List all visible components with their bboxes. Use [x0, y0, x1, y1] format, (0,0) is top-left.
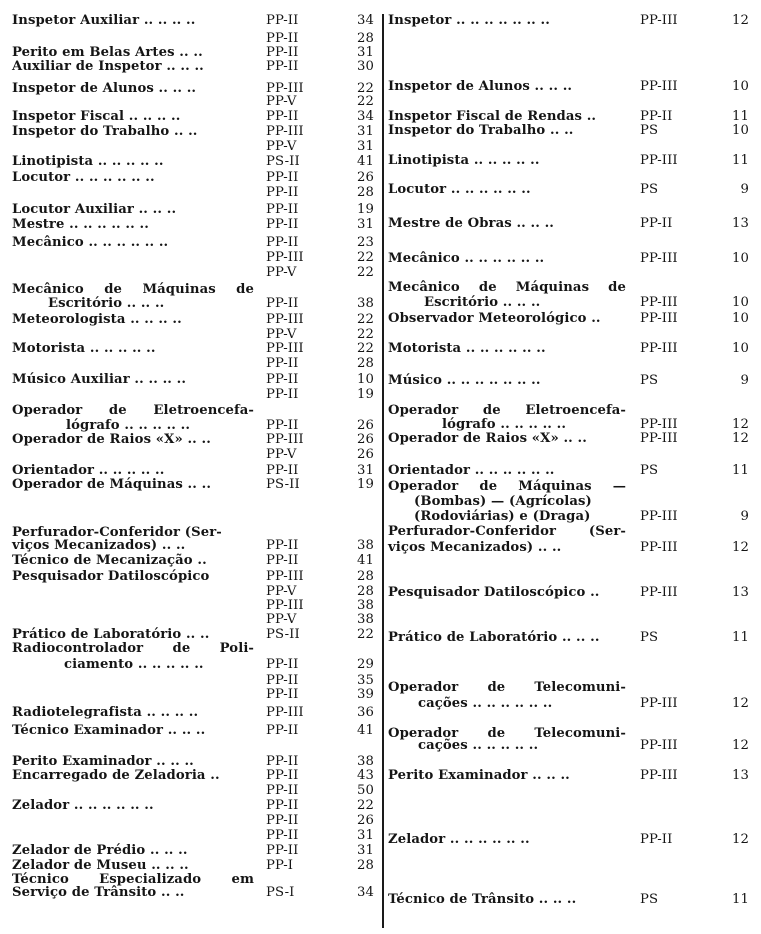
entry-title: cações .. .. .. .. ..	[418, 738, 539, 753]
entry-level: 13	[732, 768, 749, 783]
entry-code: PP-II	[266, 538, 299, 553]
entry-title: Operador de Máquinas —	[388, 479, 626, 494]
entry-level: 11	[732, 463, 749, 478]
entry-level: 12	[732, 540, 749, 555]
entry-level: 31	[357, 45, 374, 60]
entry-level: 28	[357, 584, 374, 599]
entry-title: (Rodoviárias) e (Draga)	[414, 509, 591, 524]
entry-title: Mecânico de Máquinas de	[12, 282, 254, 297]
entry-level: 11	[732, 109, 749, 124]
entry-code: PP-II	[266, 783, 299, 798]
entry-level: 19	[357, 202, 374, 217]
entry-level: 13	[732, 585, 749, 600]
entry-code: PP-III	[640, 341, 678, 356]
entry-level: 12	[732, 431, 749, 446]
entry-level: 10	[732, 311, 749, 326]
entry-level: 10	[732, 295, 749, 310]
entry-code: PP-III	[640, 540, 678, 555]
entry-title: Orientador .. .. .. .. .. ..	[388, 463, 555, 478]
entry-level: 22	[357, 81, 374, 96]
entry-code: PP-III	[640, 13, 678, 28]
entry-code: PP-II	[266, 217, 299, 232]
entry-level: 34	[357, 13, 374, 28]
entry-level: 22	[357, 341, 374, 356]
entry-title: Inspetor de Alunos .. .. ..	[388, 79, 573, 94]
entry-code: PP-II	[266, 387, 299, 402]
entry-code: PP-III	[640, 431, 678, 446]
entry-title: Inspetor .. .. .. .. .. .. ..	[388, 13, 550, 28]
entry-title: Auxiliar de Inspetor .. .. ..	[12, 59, 204, 74]
entry-level: 11	[732, 153, 749, 168]
entry-code: PP-II	[266, 59, 299, 74]
entry-code: PS	[640, 892, 659, 907]
entry-title: Pesquisador Datiloscópico ..	[388, 585, 600, 600]
entry-title: Locutor .. .. .. .. .. ..	[388, 182, 531, 197]
entry-level: 41	[357, 154, 374, 169]
entry-level: 30	[357, 59, 374, 74]
entry-code: PP-III	[640, 295, 678, 310]
entry-code: PP-III	[266, 432, 304, 447]
entry-title: ciamento .. .. .. .. ..	[64, 657, 204, 672]
entry-code: PS-I	[266, 885, 295, 900]
entry-level: 12	[732, 417, 749, 432]
entry-code: PP-II	[266, 673, 299, 688]
entry-title: Locutor .. .. .. .. .. ..	[12, 170, 155, 185]
entry-level: 38	[357, 612, 374, 627]
entry-code: PP-III	[640, 417, 678, 432]
entry-title: Técnico de Trânsito .. .. ..	[388, 892, 577, 907]
entry-level: 38	[357, 538, 374, 553]
entry-code: PP-II	[640, 832, 673, 847]
entry-title: Zelador .. .. .. .. .. ..	[12, 798, 154, 813]
entry-level: 26	[357, 813, 374, 828]
entry-title: Técnico Especializado em	[12, 872, 254, 887]
entry-code: PP-III	[640, 738, 678, 753]
entry-code: PP-II	[266, 553, 299, 568]
entry-level: 43	[357, 768, 374, 783]
entry-title: Pesquisador Datiloscópico	[12, 569, 210, 584]
entry-level: 41	[357, 723, 374, 738]
entry-level: 29	[357, 657, 374, 672]
entry-level: 23	[357, 235, 374, 250]
entry-level: 26	[357, 447, 374, 462]
entry-code: PP-II	[266, 185, 299, 200]
entry-title: Operador de Telecomuni-	[388, 680, 626, 695]
entry-code: PP-III	[266, 250, 304, 265]
entry-code: PP-II	[266, 687, 299, 702]
entry-level: 31	[357, 139, 374, 154]
entry-title: Encarregado de Zeladoria ..	[12, 768, 220, 783]
entry-title: viços Mecanizados) .. ..	[388, 540, 562, 555]
entry-title: Músico Auxiliar .. .. .. ..	[12, 372, 187, 387]
entry-code: PP-II	[266, 45, 299, 60]
entry-level: 13	[732, 216, 749, 231]
entry-code: PS	[640, 373, 659, 388]
entry-title: Escritório .. .. ..	[48, 296, 165, 311]
entry-code: PS	[640, 630, 659, 645]
entry-code: PP-II	[640, 109, 673, 124]
entry-code: PP-III	[640, 585, 678, 600]
entry-title: (Bombas) — (Agrícolas)	[414, 494, 592, 509]
entry-level: 10	[732, 79, 749, 94]
entry-code: PP-V	[266, 139, 297, 154]
entry-title: Serviço de Trânsito .. ..	[12, 885, 185, 900]
entry-code: PP-III	[266, 598, 304, 613]
entry-level: 38	[357, 598, 374, 613]
entry-title: Linotipista .. .. .. .. ..	[388, 153, 540, 168]
entry-title: Técnico Examinador .. .. ..	[12, 723, 206, 738]
entry-level: 9	[740, 373, 749, 388]
entry-level: 12	[732, 13, 749, 28]
entry-title: Meteorologista .. .. .. ..	[12, 312, 182, 327]
entry-level: 34	[357, 109, 374, 124]
entry-code: PP-II	[266, 418, 299, 433]
entry-level: 28	[357, 31, 374, 46]
entry-level: 10	[732, 251, 749, 266]
entry-title: Perito Examinador .. .. ..	[388, 768, 570, 783]
entry-code: PP-III	[640, 311, 678, 326]
entry-level: 41	[357, 553, 374, 568]
entry-code: PP-I	[266, 858, 294, 873]
entry-title: Perito Examinador .. .. ..	[12, 754, 194, 769]
entry-code: PP-III	[266, 124, 304, 139]
entry-level: 10	[732, 123, 749, 138]
entry-level: 28	[357, 569, 374, 584]
entry-title: Inspetor Fiscal .. .. .. ..	[12, 109, 181, 124]
entry-code: PP-III	[640, 79, 678, 94]
entry-code: PP-II	[266, 372, 299, 387]
entry-code: PP-III	[640, 509, 678, 524]
entry-level: 35	[357, 673, 374, 688]
entry-level: 9	[740, 182, 749, 197]
entry-level: 36	[357, 705, 374, 720]
entry-title: Técnico de Mecanização ..	[12, 553, 207, 568]
entry-title: Operador de Raios «X» .. ..	[12, 432, 211, 447]
entry-level: 22	[357, 312, 374, 327]
entry-level: 12	[732, 696, 749, 711]
entry-code: PS-II	[266, 627, 300, 642]
entry-title: Inspetor Fiscal de Rendas ..	[388, 109, 597, 124]
entry-title: Mestre .. .. .. .. .. ..	[12, 217, 149, 232]
entry-code: PP-II	[266, 109, 299, 124]
entry-code: PP-II	[266, 813, 299, 828]
entry-code: PP-II	[640, 216, 673, 231]
entry-code: PP-V	[266, 584, 297, 599]
entry-code: PP-III	[640, 153, 678, 168]
entry-code: PP-III	[640, 768, 678, 783]
entry-code: PP-II	[266, 13, 299, 28]
entry-level: 22	[357, 798, 374, 813]
entry-level: 28	[357, 356, 374, 371]
entry-title: Motorista .. .. .. .. ..	[12, 341, 156, 356]
entry-level: 31	[357, 843, 374, 858]
entry-level: 38	[357, 754, 374, 769]
entry-level: 12	[732, 832, 749, 847]
entry-title: Perfurador-Conferidor (Ser-	[388, 524, 626, 539]
entry-title: Zelador de Museu .. .. ..	[12, 858, 189, 873]
entry-code: PP-V	[266, 94, 297, 109]
entry-level: 38	[357, 296, 374, 311]
entry-level: 22	[357, 327, 374, 342]
entry-code: PP-V	[266, 265, 297, 280]
entry-title: Escritório .. .. ..	[424, 295, 541, 310]
entry-code: PP-II	[266, 798, 299, 813]
entry-level: 22	[357, 94, 374, 109]
entry-level: 31	[357, 124, 374, 139]
entry-level: 39	[357, 687, 374, 702]
entry-code: PP-II	[266, 296, 299, 311]
entry-title: Músico .. .. .. .. .. .. ..	[388, 373, 541, 388]
entry-title: Perito em Belas Artes .. ..	[12, 45, 203, 60]
entry-title: Inspetor Auxiliar .. .. .. ..	[12, 13, 196, 28]
entry-level: 9	[740, 509, 749, 524]
entry-code: PP-II	[266, 31, 299, 46]
entry-level: 31	[357, 463, 374, 478]
entry-level: 50	[357, 783, 374, 798]
entry-title: Inspetor do Trabalho .. ..	[388, 123, 574, 138]
entry-title: viços Mecanizados) .. ..	[12, 538, 186, 553]
entry-level: 22	[357, 265, 374, 280]
entry-title: Mecânico de Máquinas de	[388, 280, 626, 295]
entry-code: PP-V	[266, 327, 297, 342]
entry-code: PP-III	[266, 569, 304, 584]
entry-title: Zelador de Prédio .. .. ..	[12, 843, 188, 858]
entry-code: PP-III	[266, 705, 304, 720]
entry-code: PP-II	[266, 356, 299, 371]
entry-title: Inspetor do Trabalho .. ..	[12, 124, 198, 139]
entry-title: Radiocontrolador de Poli-	[12, 641, 254, 656]
entry-code: PP-II	[266, 843, 299, 858]
entry-code: PP-V	[266, 447, 297, 462]
entry-level: 22	[357, 250, 374, 265]
entry-title: Linotipista .. .. .. .. ..	[12, 154, 164, 169]
entry-code: PP-II	[266, 723, 299, 738]
entry-title: Perfurador-Conferidor (Ser-	[12, 525, 222, 540]
entry-title: Observador Meteorológico ..	[388, 311, 601, 326]
entry-level: 10	[357, 372, 374, 387]
entry-code: PP-III	[266, 312, 304, 327]
entry-title: Operador de Raios «X» .. ..	[388, 431, 587, 446]
entry-code: PS-II	[266, 154, 300, 169]
entry-title: lógrafo .. .. .. .. ..	[66, 418, 191, 433]
entry-code: PP-II	[266, 235, 299, 250]
entry-level: 26	[357, 418, 374, 433]
entry-code: PP-II	[266, 828, 299, 843]
entry-code: PP-II	[266, 768, 299, 783]
entry-code: PP-II	[266, 657, 299, 672]
entry-title: Operador de Eletroencefa-	[12, 403, 254, 418]
entry-code: PP-III	[266, 81, 304, 96]
entry-code: PP-II	[266, 202, 299, 217]
entry-title: Radiotelegrafista .. .. .. ..	[12, 705, 199, 720]
entry-title: Mecânico .. .. .. .. .. ..	[12, 235, 169, 250]
entry-title: Prático de Laboratório .. .. ..	[388, 630, 600, 645]
entry-code: PP-V	[266, 612, 297, 627]
entry-code: PS	[640, 123, 659, 138]
entry-title: Orientador .. .. .. .. ..	[12, 463, 165, 478]
entry-code: PP-II	[266, 754, 299, 769]
entry-level: 28	[357, 185, 374, 200]
entry-level: 28	[357, 858, 374, 873]
entry-level: 19	[357, 477, 374, 492]
entry-level: 34	[357, 885, 374, 900]
entry-level: 12	[732, 738, 749, 753]
entry-level: 31	[357, 828, 374, 843]
entry-level: 11	[732, 630, 749, 645]
entry-title: Operador de Máquinas .. ..	[12, 477, 212, 492]
entry-level: 10	[732, 341, 749, 356]
entry-title: Zelador .. .. .. .. .. ..	[388, 832, 530, 847]
entry-code: PP-II	[266, 463, 299, 478]
entry-code: PS	[640, 182, 659, 197]
entry-title: Inspetor de Alunos .. .. ..	[12, 81, 197, 96]
entry-code: PP-III	[640, 251, 678, 266]
entry-title: lógrafo .. .. .. .. ..	[442, 417, 567, 432]
entry-title: Mecânico .. .. .. .. .. ..	[388, 251, 545, 266]
entry-title: Prático de Laboratório .. ..	[12, 627, 210, 642]
entry-code: PP-III	[266, 341, 304, 356]
entry-code: PS	[640, 463, 659, 478]
entry-level: 26	[357, 432, 374, 447]
entry-level: 19	[357, 387, 374, 402]
entry-title: Mestre de Obras .. .. ..	[388, 216, 554, 231]
entry-code: PS-II	[266, 477, 300, 492]
entry-title: Operador de Eletroencefa-	[388, 403, 626, 418]
entry-title: cações .. .. .. .. .. ..	[418, 696, 553, 711]
entry-level: 31	[357, 217, 374, 232]
entry-level: 11	[732, 892, 749, 907]
entry-level: 22	[357, 627, 374, 642]
entry-title: Locutor Auxiliar .. .. ..	[12, 202, 177, 217]
entry-title: Motorista .. .. .. .. .. ..	[388, 341, 546, 356]
entry-level: 26	[357, 170, 374, 185]
entry-code: PP-III	[640, 696, 678, 711]
entry-title: Operador de Telecomuni-	[388, 726, 626, 741]
entry-code: PP-II	[266, 170, 299, 185]
column-divider	[382, 14, 384, 928]
